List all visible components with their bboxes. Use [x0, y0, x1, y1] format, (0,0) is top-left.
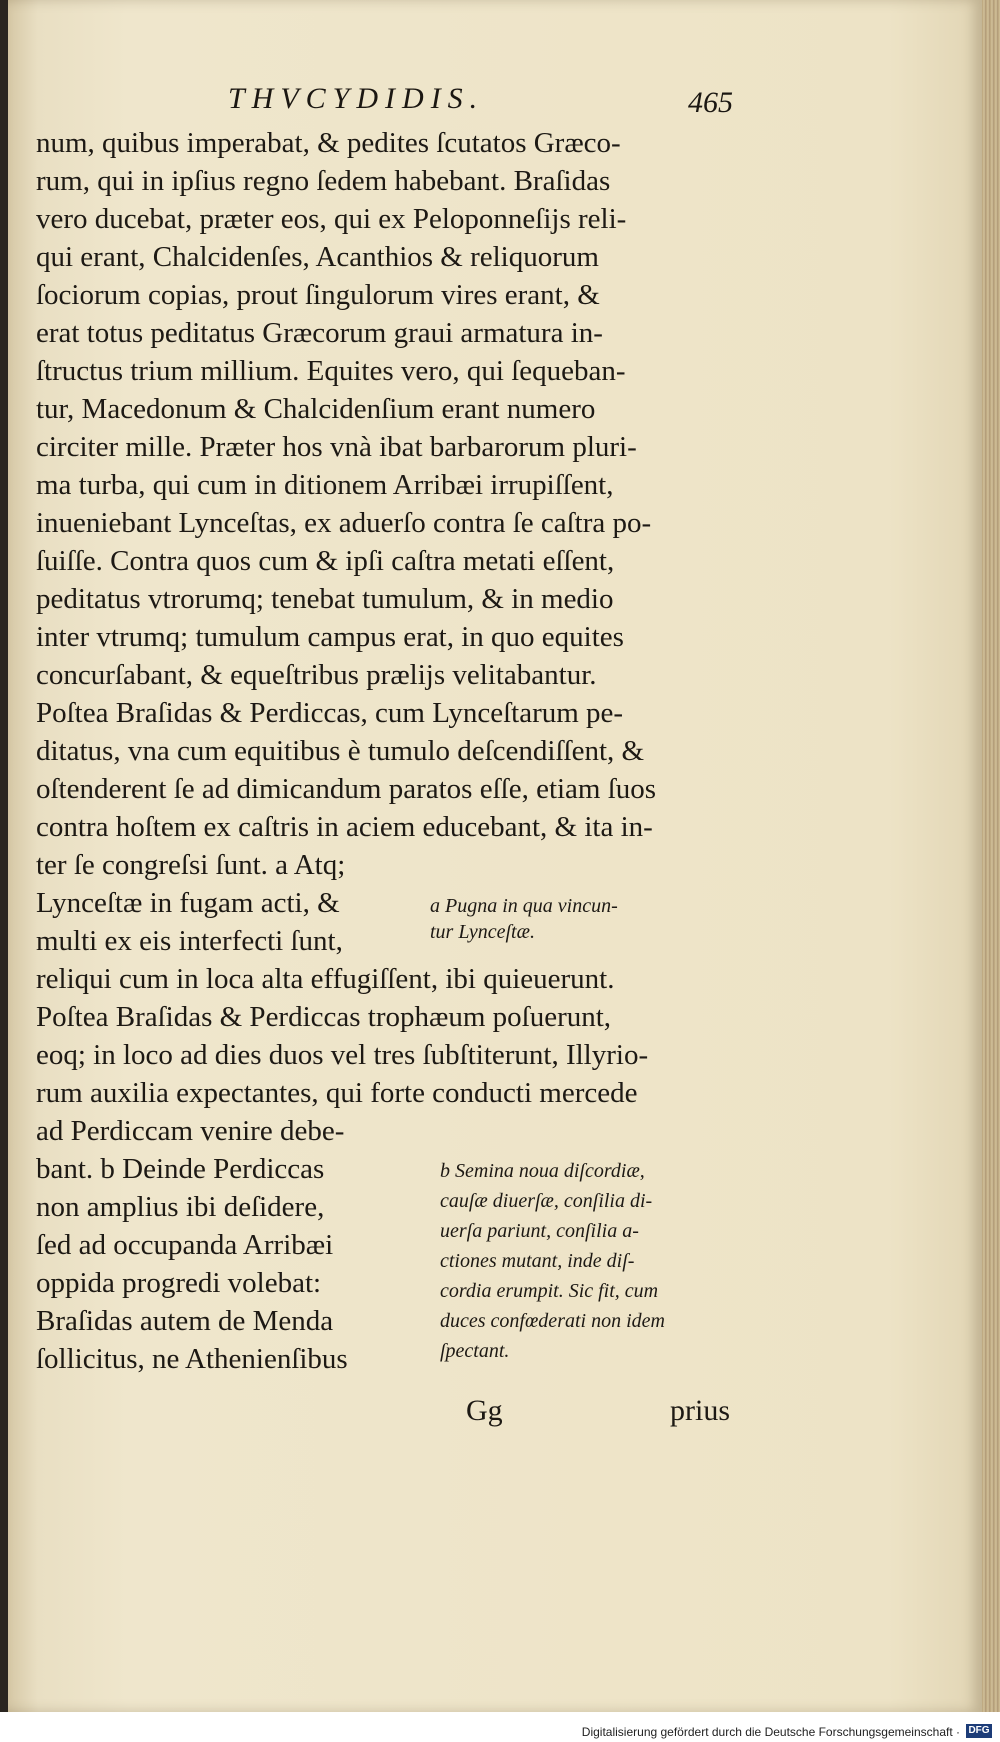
body-line: erat totus peditatus Græcorum graui armatura in-	[36, 317, 603, 349]
body-line: Poſtea Braſidas & Perdiccas trophæum poſuerunt,	[36, 1001, 612, 1033]
marginal-note-b-line: b Semina noua diſcordiæ,	[440, 1160, 645, 1182]
body-line: concurſabant, & equeſtribus prælijs velitabantur.	[36, 659, 597, 691]
page-edge	[982, 0, 1000, 1712]
body-line: inueniebant Lynceſtas, ex aduerſo contra ſe caſtra po-	[36, 507, 652, 539]
body-line: rum, qui in ipſius regno ſedem habebant. Braſidas	[36, 165, 611, 197]
body-line: ſuiſſe. Contra quos cum & ipſi caſtra metati eſſent,	[36, 545, 615, 577]
body-line: multi ex eis interfecti ſunt,	[36, 925, 343, 957]
marginal-note-a-line: tur Lynceſtæ.	[430, 921, 535, 943]
body-line: oſtenderent ſe ad dimicandum paratos eſſe, etiam ſuos	[36, 773, 657, 805]
body-line: num, quibus imperabat, & pedites ſcutatos Græco-	[36, 127, 621, 159]
signature-mark: Gg	[466, 1394, 503, 1427]
body-line: qui erant, Chalcidenſes, Acanthios & reliquorum	[36, 241, 599, 273]
running-head: THVCYDIDIS.	[228, 82, 485, 115]
marginal-note-b-line: ſpectant.	[440, 1340, 510, 1362]
body-line: non amplius ibi deſidere,	[36, 1191, 325, 1223]
body-line: bant. b Deinde Perdiccas	[36, 1153, 325, 1185]
body-line: ter ſe congreſsi ſunt. a Atq;	[36, 849, 346, 881]
body-line: eoq; in loco ad dies duos vel tres ſubſtiterunt, Illyrio-	[36, 1039, 649, 1071]
body-line: ſociorum copias, prout ſingulorum vires erant, &	[36, 279, 600, 311]
body-line: ma turba, qui cum in ditionem Arribæi irrupiſſent,	[36, 469, 614, 501]
body-line: oppida progredi volebat:	[36, 1267, 322, 1299]
body-line: reliqui cum in loca alta effugiſſent, ibi quieuerunt.	[36, 963, 615, 995]
dfg-logo: DFG	[966, 1724, 992, 1738]
body-line: ditatus, vna cum equitibus è tumulo deſcendiſſent, &	[36, 735, 645, 767]
marginal-note-b-line: cordia erumpit. Sic fit, cum	[440, 1280, 659, 1302]
body-line: rum auxilia expectantes, qui forte conducti mercede	[36, 1077, 638, 1109]
body-line: Poſtea Braſidas & Perdiccas, cum Lynceſtarum pe-	[36, 697, 624, 729]
body-line: circiter mille. Præter hos vnà ibat barbarorum pluri-	[36, 431, 637, 463]
body-line: tur, Macedonum & Chalcidenſium erant numero	[36, 393, 596, 425]
body-line: vero ducebat, præter eos, qui ex Peloponneſijs reli-	[36, 203, 627, 235]
marginal-note-b-line: uerſa pariunt, conſilia a-	[440, 1220, 639, 1242]
marginal-note-b-line: ctiones mutant, inde diſ-	[440, 1250, 635, 1272]
catchword: prius	[670, 1394, 730, 1427]
body-line: Braſidas autem de Menda	[36, 1305, 334, 1337]
attribution-text: Digitalisierung gefördert durch die Deutsche Forschungsgemeinschaft ·	[581, 1725, 960, 1739]
body-line: peditatus vtrorumq; tenebat tumulum, & in medio	[36, 583, 614, 615]
body-line: ſtructus trium millium. Equites vero, qui ſequeban-	[36, 355, 626, 387]
page-number: 465	[688, 86, 733, 119]
marginal-note-b-line: duces confœderati non idem	[440, 1310, 665, 1332]
body-line: ſollicitus, ne Athenienſibus	[36, 1343, 348, 1375]
body-line: inter vtrumq; tumulum campus erat, in quo equites	[36, 621, 624, 653]
body-line: contra hoſtem ex caſtris in aciem educebant, & ita in-	[36, 811, 653, 843]
body-line: ad Perdiccam venire debe-	[36, 1115, 345, 1147]
body-line: Lynceſtæ in fugam acti, &	[36, 887, 340, 919]
marginal-note-b-line: cauſæ diuerſæ, conſilia di-	[440, 1190, 653, 1212]
marginal-note-a-line: a Pugna in qua vincun-	[430, 895, 618, 917]
body-line: ſed ad occupanda Arribæi	[36, 1229, 334, 1261]
